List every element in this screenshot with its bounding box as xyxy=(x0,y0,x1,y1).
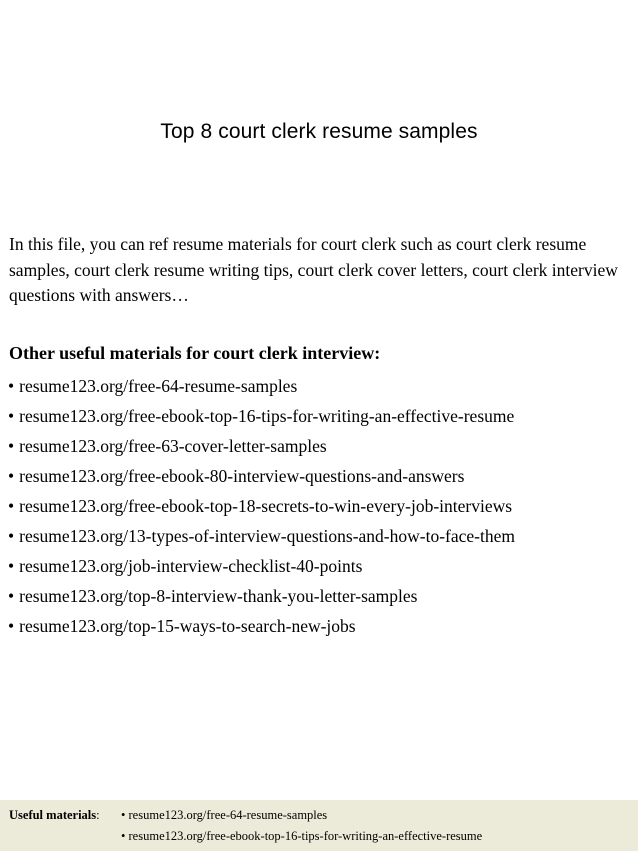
list-item xyxy=(8,524,515,554)
list-item xyxy=(8,374,515,404)
list-item xyxy=(8,494,515,524)
footer-link[interactable]: resume123.org/free-ebook-top-16-tips-for-writing-an-effective-resume xyxy=(128,829,483,843)
bullet-icon: • xyxy=(8,616,15,636)
footer-bar xyxy=(0,800,638,851)
bullet-icon: • xyxy=(8,496,15,516)
footer-link[interactable]: resume123.org/free-64-resume-samples xyxy=(128,808,328,822)
material-link[interactable]: resume123.org/free-63-cover-letter-samples xyxy=(19,436,327,456)
list-item xyxy=(8,404,515,434)
bullet-icon: • xyxy=(8,556,15,576)
footer-label-text: Useful materials xyxy=(9,808,97,822)
bullet-icon: • xyxy=(8,526,15,546)
footer-label xyxy=(9,808,100,823)
bullet-icon: • xyxy=(8,406,15,426)
list-item xyxy=(8,614,515,644)
material-link[interactable]: resume123.org/top-8-interview-thank-you-letter-samples xyxy=(19,586,418,606)
bullet-icon: • xyxy=(121,829,126,843)
list-item xyxy=(8,584,515,614)
footer-link-item xyxy=(121,829,482,844)
material-link[interactable]: resume123.org/free-64-resume-samples xyxy=(19,376,298,396)
bullet-icon: • xyxy=(8,436,15,456)
list-item xyxy=(8,434,515,464)
material-link[interactable]: resume123.org/free-ebook-top-16-tips-for-writing-an-effective-resume xyxy=(19,406,515,426)
bullet-icon: • xyxy=(8,466,15,486)
material-link[interactable]: resume123.org/free-ebook-80-interview-questions-and-answers xyxy=(19,466,465,486)
material-link[interactable]: resume123.org/13-types-of-interview-questions-and-how-to-face-them xyxy=(19,526,515,546)
materials-heading: Other useful materials for court clerk interview: xyxy=(9,343,381,363)
list-item xyxy=(8,464,515,494)
list-item xyxy=(8,554,515,584)
footer-link-item xyxy=(121,808,327,823)
intro-paragraph: In this file, you can ref resume materials for court clerk such as court clerk resume samples, court clerk resume writing tips, court clerk cover letters, court clerk interview questions with answers… xyxy=(9,234,618,305)
material-link[interactable]: resume123.org/free-ebook-top-18-secrets-to-win-every-job-interviews xyxy=(19,496,513,516)
footer-label-colon: : xyxy=(96,808,100,822)
bullet-icon: • xyxy=(8,586,15,606)
material-link[interactable]: resume123.org/top-15-ways-to-search-new-jobs xyxy=(19,616,356,636)
material-link[interactable]: resume123.org/job-interview-checklist-40-points xyxy=(19,556,363,576)
materials-link-list xyxy=(8,374,515,644)
bullet-icon: • xyxy=(8,376,15,396)
bullet-icon: • xyxy=(121,808,126,822)
page-title: Top 8 court clerk resume samples xyxy=(160,120,478,143)
